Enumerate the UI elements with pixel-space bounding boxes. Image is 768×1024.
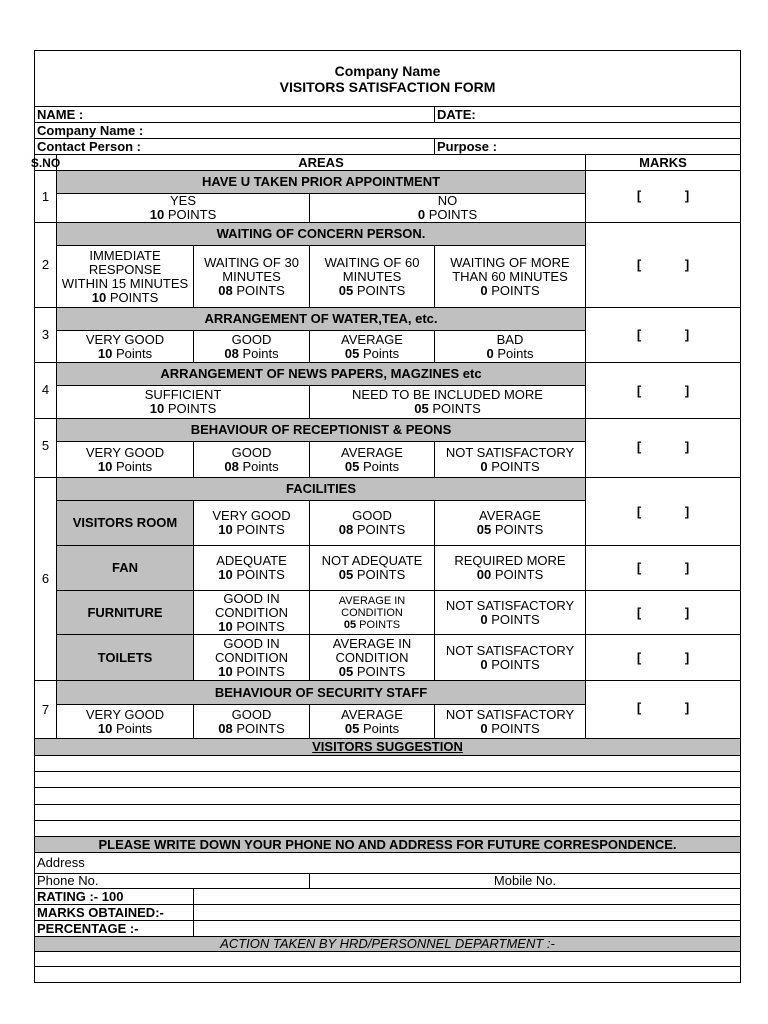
section-title-water-tea: ARRANGEMENT OF WATER,TEA, etc.: [57, 308, 586, 331]
visitors-satisfaction-form: [30, 50, 741, 983]
address-field[interactable]: Address: [35, 853, 740, 874]
facility-visitors-room: VISITORS ROOM: [57, 501, 194, 546]
suggestion-line-3[interactable]: [35, 788, 740, 805]
option-very-good-7[interactable]: VERY GOOD 10 Points: [57, 705, 194, 739]
marks-field-toilets[interactable]: [ ]: [586, 635, 740, 681]
suggestion-line-2[interactable]: [35, 772, 740, 788]
mobile-field[interactable]: Mobile No.: [310, 874, 740, 889]
option-immediate-response[interactable]: IMMEDIATE RESPONSE WITHIN 15 MINUTES 10 POINTS: [57, 246, 194, 308]
option-good-7[interactable]: GOOD 08 POINTS: [194, 705, 310, 739]
option-waiting-60[interactable]: WAITING OF 60 MINUTES 05 POINTS: [310, 246, 435, 308]
rating-value[interactable]: [194, 889, 740, 905]
marks-field-2[interactable]: [ ]: [586, 223, 740, 308]
suggestion-line-5[interactable]: [35, 821, 740, 837]
option-average-3[interactable]: AVERAGE 05 Points: [310, 331, 435, 363]
marks-field-3[interactable]: [ ]: [586, 308, 740, 363]
marks-field-furniture[interactable]: [ ]: [586, 591, 740, 635]
section-title-facilities: FACILITIES: [57, 478, 586, 501]
section-title-receptionist: BEHAVIOUR OF RECEPTIONIST & PEONS: [57, 419, 586, 442]
marks-spacer-6: [586, 478, 740, 501]
sno-2: 2: [35, 223, 57, 308]
facility-furniture: FURNITURE: [57, 591, 194, 635]
option-visitors-room-good[interactable]: GOOD 08 POINTS: [310, 501, 435, 546]
marks-field-fan[interactable]: [ ]: [586, 546, 740, 591]
option-sufficient[interactable]: SUFFICIENT 10 POINTS: [57, 386, 310, 419]
sno-3: 3: [35, 308, 57, 363]
sno-4: 4: [35, 363, 57, 419]
option-toilets-not-satisfactory[interactable]: NOT SATISFACTORY 0 POINTS: [435, 635, 586, 681]
option-visitors-room-very-good[interactable]: VERY GOOD 10 POINTS: [194, 501, 310, 546]
option-very-good-3[interactable]: VERY GOOD 10 Points: [57, 331, 194, 363]
option-average-5[interactable]: AVERAGE 05 Points: [310, 442, 435, 478]
date-field[interactable]: DATE:: [435, 107, 740, 123]
marks-field-7[interactable]: [ ]: [586, 681, 740, 739]
option-need-more[interactable]: NEED TO BE INCLUDED MORE 05 POINTS: [310, 386, 586, 419]
form-title: VISITORS SATISFACTION FORM: [279, 78, 496, 95]
option-good-5[interactable]: GOOD 08 Points: [194, 442, 310, 478]
marks-obtained-value[interactable]: [194, 905, 740, 921]
percentage-label: PERCENTAGE :-: [35, 921, 194, 937]
sno-6: 6: [35, 478, 57, 681]
option-toilets-good[interactable]: GOOD IN CONDITION 10 POINTS: [194, 635, 310, 681]
suggestion-line-4[interactable]: [35, 805, 740, 821]
option-fan-required-more[interactable]: REQUIRED MORE 00 POINTS: [435, 546, 586, 591]
section-title-appointment: HAVE U TAKEN PRIOR APPOINTMENT: [57, 171, 586, 194]
company-name-field[interactable]: Company Name :: [35, 123, 740, 139]
option-no[interactable]: NO 0 POINTS: [310, 194, 586, 223]
purpose-field[interactable]: Purpose :: [435, 139, 740, 155]
sno-7: 7: [35, 681, 57, 739]
marks-obtained-label: MARKS OBTAINED:-: [35, 905, 194, 921]
sno-1: 1: [35, 171, 57, 223]
option-visitors-room-average[interactable]: AVERAGE 05 POINTS: [435, 501, 586, 546]
column-areas: AREAS: [57, 155, 586, 171]
phone-field[interactable]: Phone No.: [35, 874, 310, 889]
marks-field-visitors-room[interactable]: [ ]: [586, 501, 740, 546]
company-name-title: Company Name: [334, 62, 441, 79]
form-header: [35, 51, 740, 107]
option-waiting-30[interactable]: WAITING OF 30 MINUTES 08 POINTS: [194, 246, 310, 308]
marks-field-5[interactable]: [ ]: [586, 419, 740, 478]
option-furniture-good[interactable]: GOOD IN CONDITION 10 POINTS: [194, 591, 310, 635]
option-fan-not-adequate[interactable]: NOT ADEQUATE 05 POINTS: [310, 546, 435, 591]
suggestion-line-1[interactable]: [35, 756, 740, 772]
name-field[interactable]: NAME :: [35, 107, 435, 123]
facility-toilets: TOILETS: [57, 635, 194, 681]
percentage-value[interactable]: [194, 921, 740, 937]
column-marks: MARKS: [586, 155, 740, 171]
option-not-satisfactory-5[interactable]: NOT SATISFACTORY 0 POINTS: [435, 442, 586, 478]
marks-field-1[interactable]: [ ]: [586, 171, 740, 223]
marks-field-4[interactable]: [ ]: [586, 363, 740, 419]
option-furniture-average[interactable]: AVERAGE IN CONDITION 05 POINTS: [310, 591, 435, 635]
option-furniture-not-satisfactory[interactable]: NOT SATISFACTORY 0 POINTS: [435, 591, 586, 635]
section-title-security: BEHAVIOUR OF SECURITY STAFF: [57, 681, 586, 705]
section-title-news-papers: ARRANGEMENT OF NEWS PAPERS, MAGZINES etc: [57, 363, 586, 386]
option-yes[interactable]: YES 10 POINTS: [57, 194, 310, 223]
option-very-good-5[interactable]: VERY GOOD 10 Points: [57, 442, 194, 478]
section-title-waiting: WAITING OF CONCERN PERSON.: [57, 223, 586, 246]
option-average-7[interactable]: AVERAGE 05 Points: [310, 705, 435, 739]
action-taken-title: ACTION TAKEN BY HRD/PERSONNEL DEPARTMENT :-: [35, 937, 740, 952]
option-not-satisfactory-7[interactable]: NOT SATISFACTORY 0 POINTS: [435, 705, 586, 739]
option-bad-3[interactable]: BAD 0 Points: [435, 331, 586, 363]
correspondence-title: PLEASE WRITE DOWN YOUR PHONE NO AND ADDRESS FOR FUTURE CORRESPONDENCE.: [35, 837, 740, 853]
option-fan-adequate[interactable]: ADEQUATE 10 POINTS: [194, 546, 310, 591]
rating-label: RATING :- 100: [35, 889, 194, 905]
facility-fan: FAN: [57, 546, 194, 591]
sno-5: 5: [35, 419, 57, 478]
column-sno: S.NO: [30, 155, 61, 170]
action-line-2[interactable]: [35, 967, 740, 982]
option-good-3[interactable]: GOOD 08 Points: [194, 331, 310, 363]
action-line-1[interactable]: [35, 952, 740, 967]
suggestion-title: VISITORS SUGGESTION: [35, 739, 740, 756]
contact-person-field[interactable]: Contact Person :: [35, 139, 435, 155]
option-waiting-more[interactable]: WAITING OF MORE THAN 60 MINUTES 0 POINTS: [435, 246, 586, 308]
option-toilets-average[interactable]: AVERAGE IN CONDITION 05 POINTS: [310, 635, 435, 681]
